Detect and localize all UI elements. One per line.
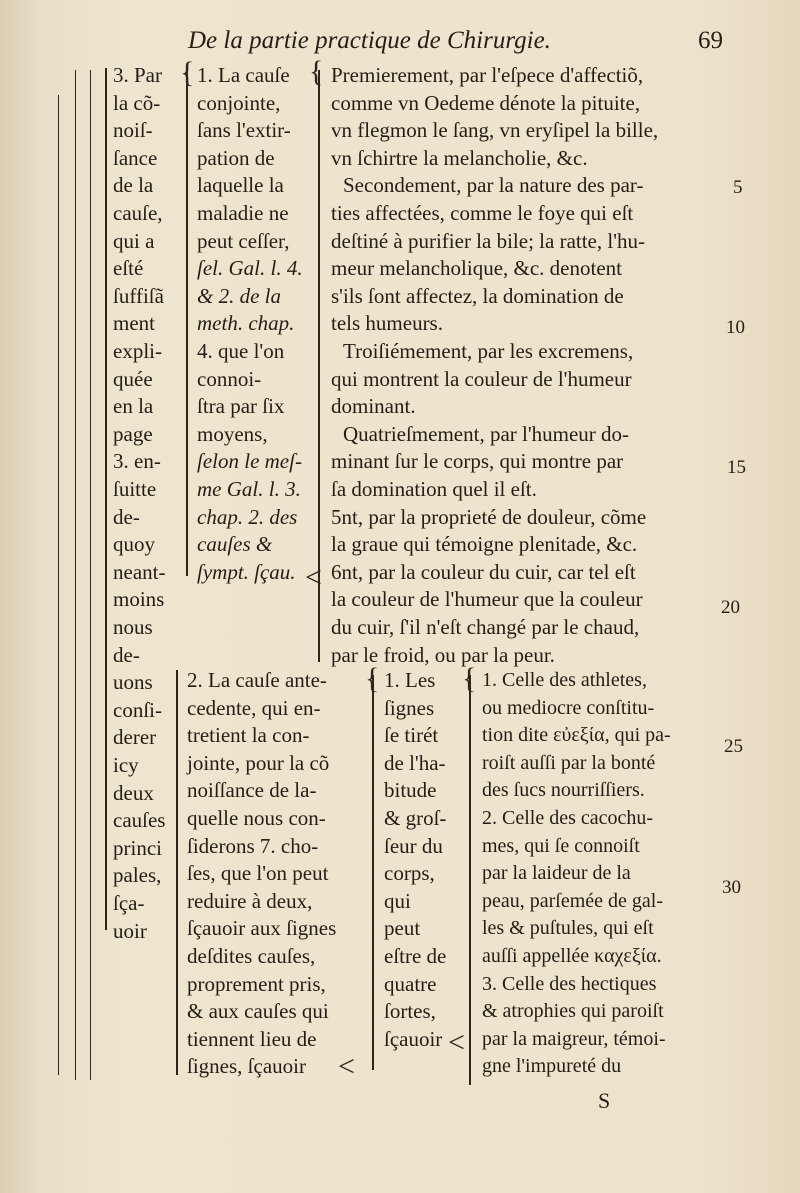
text-line: quatre [384, 972, 437, 996]
text-line: par la maigreur, témoi- [482, 1028, 666, 1050]
text-line: ſelon le meſ- [197, 449, 302, 473]
text-line: qui a [113, 229, 155, 253]
text-line: tretient la con- [187, 723, 310, 747]
text-line: deſdites cauſes, [187, 944, 316, 968]
brace-mark: { [462, 662, 477, 695]
text-line: qui montrent la couleur de l'humeur [331, 367, 632, 391]
text-line: cauſes & [197, 532, 273, 556]
text-line: par la laideur de la [482, 862, 631, 884]
text-line: tion dite εὐεξία, qui pa- [482, 724, 671, 746]
text-line: Quatrieſmement, par l'humeur do- [343, 422, 630, 446]
text-line: ſel. Gal. l. 4. [197, 256, 303, 280]
text-line: vn flegmon le ſang, vn eryſipel la bille, [331, 118, 659, 142]
text-line: quoy [113, 532, 155, 556]
text-line: quelle nous con- [187, 806, 326, 830]
text-line: ſa domination quel il eſt. [331, 477, 537, 501]
text-line: icy [113, 753, 139, 777]
text-line: moyens, [197, 422, 268, 446]
text-line: de- [113, 643, 140, 667]
text-line: ſignes, ſçauoir [187, 1054, 306, 1078]
signature-mark: S [598, 1088, 611, 1113]
text-line: Secondement, par la nature des par- [343, 173, 644, 197]
text-line: auſſi appellée καχεξία. [482, 945, 662, 967]
text-line: me Gal. l. 3. [197, 477, 301, 501]
text-line: 6nt, par la couleur du cuir, car tel eſt [331, 560, 636, 584]
brace-mark: < [448, 1026, 465, 1059]
text-line: 2. Celle des cacochu- [482, 807, 654, 829]
text-line: peau, parſemée de gal- [482, 890, 664, 912]
text-line: nous [113, 615, 153, 639]
text-line: conſi- [113, 698, 162, 722]
text-line: ſuffiſã [113, 284, 164, 308]
text-line: minant ſur le corps, qui montre par [331, 449, 624, 473]
text-line: ment [113, 311, 155, 335]
text-line: conjointe, [197, 91, 281, 115]
text-line: & 2. de la [197, 284, 281, 308]
text-line: deſtiné à purifier la bile; la ratte, l'hu- [331, 229, 645, 253]
text-line: 3. Par [113, 63, 162, 87]
running-title: De la partie practique de Chirurgie. [188, 27, 551, 54]
text-line: derer [113, 725, 157, 749]
text-line: ſe tirét [384, 723, 439, 747]
brace-mark: < [338, 1050, 355, 1083]
text-line: s'ils ſont affectez, la domination de [331, 284, 624, 308]
text-line: Troiſiémement, par les excremens, [343, 339, 634, 363]
text-line: jointe, pour la cõ [187, 751, 330, 775]
text-line: princi [113, 836, 162, 860]
text-line: quée [113, 367, 153, 391]
text-line: page [113, 422, 153, 446]
text-line: pales, [113, 863, 162, 887]
text-line: tels humeurs. [331, 311, 443, 335]
text-line: & groſ- [384, 806, 447, 830]
text-line: 1. Celle des athletes, [482, 669, 647, 691]
text-line: ſça- [113, 891, 145, 915]
column-rule [372, 675, 374, 1070]
text-line: ſans l'extir- [197, 118, 291, 142]
text-line: 1. Les [384, 668, 436, 692]
text-line: ſortes, [384, 999, 436, 1023]
margin-rule [90, 70, 91, 1080]
text-line: ſtra par ſix [197, 394, 285, 418]
text-line: connoi- [197, 367, 262, 391]
text-line: meth. chap. [197, 311, 295, 335]
line-number: 20 [721, 597, 740, 618]
text-line: laquelle la [197, 173, 284, 197]
text-line: maladie ne [197, 201, 289, 225]
column-rule [105, 68, 107, 930]
text-line: 2. La cauſe ante- [187, 668, 327, 692]
text-line: vn ſchirtre la melancholie, &c. [331, 146, 588, 170]
text-line: ſçauoir aux ſignes [187, 916, 337, 940]
line-number: 10 [726, 317, 745, 338]
text-line: qui [384, 889, 411, 913]
text-line: & atrophies qui paroiſt [482, 1000, 664, 1022]
text-line: 4. que l'on [197, 339, 285, 363]
text-line: proprement pris, [187, 972, 326, 996]
text-line: la graue qui témoigne plenitade, &c. [331, 532, 638, 556]
text-line: expli- [113, 339, 162, 363]
text-line: peut [384, 916, 421, 940]
text-line: par le froid, ou par la peur. [331, 643, 555, 667]
text-line: gne l'impureté du [482, 1055, 622, 1077]
text-line: ou mediocre conſtitu- [482, 697, 655, 719]
text-line: neant- [113, 560, 166, 584]
text-line: ſympt. ſçau. [197, 560, 296, 584]
text-line: mes, qui ſe connoiſt [482, 835, 640, 857]
text-line: 1. La cauſe [197, 63, 290, 87]
text-line: ties affectées, comme le foye qui eſt [331, 201, 634, 225]
text-line: cauſe, [113, 201, 163, 225]
text-line: dominant. [331, 394, 416, 418]
text-line: ſçauoir [384, 1027, 443, 1051]
text-line: bitude [384, 778, 437, 802]
text-line: tiennent lieu de [187, 1027, 317, 1051]
text-line: Premierement, par l'eſpece d'affectiõ, [331, 63, 644, 87]
text-line: cedente, qui en- [187, 696, 321, 720]
line-number: 5 [733, 177, 743, 198]
text-line: 5nt, par la proprieté de douleur, cõme [331, 505, 647, 529]
column-rule [186, 70, 188, 576]
text-line: la cõ- [113, 91, 161, 115]
column-rule [469, 675, 471, 1085]
text-line: roiſt auſſi par la bonté [482, 752, 656, 774]
brace-mark: { [180, 56, 195, 89]
text-line: eſté [113, 256, 144, 280]
text-line: eſtre de [384, 944, 447, 968]
text-line: noiſ- [113, 118, 153, 142]
text-line: ſes, que l'on peut [187, 861, 329, 885]
text-line: de la [113, 173, 154, 197]
text-line: ſance [113, 146, 158, 170]
column-rule [176, 670, 178, 1075]
text-line: en la [113, 394, 154, 418]
text-line: comme vn Oedeme dénote la pituite, [331, 91, 641, 115]
text-line: de- [113, 505, 140, 529]
text-line: ſuitte [113, 477, 157, 501]
text-line: corps, [384, 861, 435, 885]
line-number: 15 [727, 457, 746, 478]
text-line: chap. 2. des [197, 505, 298, 529]
text-line: ſiderons 7. cho- [187, 834, 319, 858]
text-line: deux [113, 781, 154, 805]
text-line: la couleur de l'humeur que la couleur [331, 587, 643, 611]
brace-mark: < [305, 561, 322, 594]
text-line: & aux cauſes qui [187, 999, 329, 1023]
text-line: meur melancholique, &c. denotent [331, 256, 622, 280]
page-number: 69 [698, 27, 723, 54]
line-number: 25 [724, 736, 743, 757]
text-line: noiſſance de la- [187, 778, 317, 802]
line-number: 30 [722, 877, 741, 898]
text-line: uons [113, 670, 153, 694]
text-line: de l'ha- [384, 751, 446, 775]
text-line: uoir [113, 919, 147, 943]
margin-rule [75, 70, 76, 1080]
text-line: moins [113, 587, 165, 611]
text-line: cauſes [113, 808, 166, 832]
brace-mark: { [365, 662, 380, 695]
text-line: du cuir, ſ'il n'eſt changé par le chaud, [331, 615, 640, 639]
text-line: 3. en- [113, 449, 161, 473]
margin-rule [58, 95, 59, 1075]
text-line: ſignes [384, 696, 435, 720]
text-line: 3. Celle des hectiques [482, 973, 657, 995]
text-line: les & puſtules, qui eſt [482, 917, 654, 939]
text-line: pation de [197, 146, 275, 170]
text-line: ſeur du [384, 834, 443, 858]
text-line: reduire à deux, [187, 889, 313, 913]
brace-mark: { [309, 55, 324, 88]
text-line: peut ceſſer, [197, 229, 290, 253]
text-line: des ſucs nourriſſiers. [482, 779, 645, 801]
